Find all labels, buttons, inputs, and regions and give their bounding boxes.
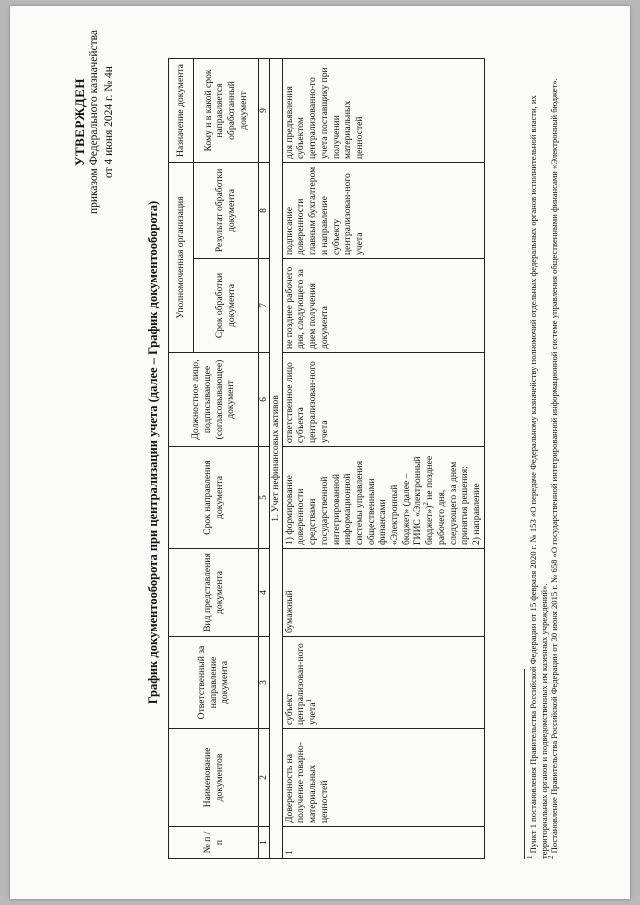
cell-num: 1: [282, 827, 484, 859]
footnote-1-text: Пункт 1 постановления Правительства Российской Федерации от 15 февраля 2020 г. № 153 «О передаче Федеральному казначейству полномочий отдельных федеральных органов исполнительной власти, их территориальных органов и подведомственных им казенных учреждений».: [528, 95, 549, 859]
col-number: 7: [259, 259, 270, 353]
footnote-1: [528, 39, 549, 859]
footnote-ref-1: 1: [304, 699, 313, 703]
header-result: Результат обработки документа: [194, 163, 259, 259]
header-official: Должностное лицо, подписывающее (согласовывающее) документ: [169, 353, 259, 447]
table-row: [282, 59, 484, 859]
header-view: Вид представления документа: [169, 549, 259, 637]
header-authorized-org: Уполномоченная организация: [169, 163, 194, 353]
col-number: 1: [259, 827, 270, 859]
term-text-c: 2) направление: [470, 483, 482, 545]
column-numbers-row: [259, 59, 270, 859]
document-flow-table: [168, 58, 485, 859]
footnote-divider: [524, 669, 525, 859]
term-text-a: 1) формирование доверенности средствами государственной интегрированной информационной системы управления общественными финансами «Электронный бюджет» (далее – ГИИС «Электронный бюджет»): [283, 456, 436, 545]
cell-recipient: для предъявления субъектом централизованно-го учета поставщику при получении материальных ценностей: [282, 59, 484, 163]
header-term: Срок направления документа: [169, 447, 259, 549]
col-number: 2: [259, 729, 270, 827]
term-text-b: не позднее рабочего дня, следующего за днем принятия решения;: [424, 455, 471, 545]
approval-title: УТВЕРЖДЕН: [72, 77, 87, 167]
footnote-2: [549, 39, 560, 859]
header-num: № п / п: [169, 827, 259, 859]
footnote-1-mark: 1: [526, 855, 535, 859]
col-number: 6: [259, 353, 270, 447]
responsible-text: субъект централизован-ного учета: [283, 643, 319, 725]
footnote-2-text: Постановление Правительства Российской Федерации от 30 июня 2015 г. № 658 «О государственной интегрированной информационной системе управления общественными финансами «Электронный бюджет».: [549, 78, 559, 854]
rotated-content: [10, 6, 630, 899]
document-page: [10, 6, 630, 899]
approval-line-2: от 4 июня 2024 г. № 4н: [103, 66, 115, 179]
col-number: 9: [259, 59, 270, 163]
col-number: 5: [259, 447, 270, 549]
header-recipient: Кому и в какой срок направляется обработанный документ: [194, 59, 259, 163]
cell-term: [282, 447, 484, 549]
col-number: 3: [259, 637, 270, 729]
col-number: 4: [259, 549, 270, 637]
footnotes: [528, 39, 560, 859]
cell-result: подписание доверенности главным бухгалтером и направление субъекту централизован-ного учета: [282, 163, 484, 259]
header-proc-term: Срок обработки документа: [194, 259, 259, 353]
approval-line-1: приказом Федерального казначейства: [88, 30, 100, 215]
header-name: Наименование документов: [169, 729, 259, 827]
section-title: 1. Учет нефинансовых активов: [270, 59, 283, 859]
header-purpose: Назначение документа: [169, 59, 194, 163]
section-row: [270, 59, 283, 859]
approval-stamp: [72, 30, 117, 214]
cell-official: ответственное лицо субъекта централизован-ного учета: [282, 353, 484, 447]
cell-view: бумажный: [282, 549, 484, 637]
footnote-ref-2: 2: [421, 502, 430, 506]
cell-name: Доверенность на получение товарно-материальных ценностей: [282, 729, 484, 827]
col-number: 8: [259, 163, 270, 259]
footnote-2-mark: 2: [547, 855, 556, 859]
header-responsible: Ответственный за направление документа: [169, 637, 259, 729]
cell-proc-term: не позднее рабочего дня, следующего за днем получения документа: [282, 259, 484, 353]
cell-responsible: [282, 637, 484, 729]
document-title: График документооборота при централизации учета (далее – График документооборота): [146, 200, 160, 705]
